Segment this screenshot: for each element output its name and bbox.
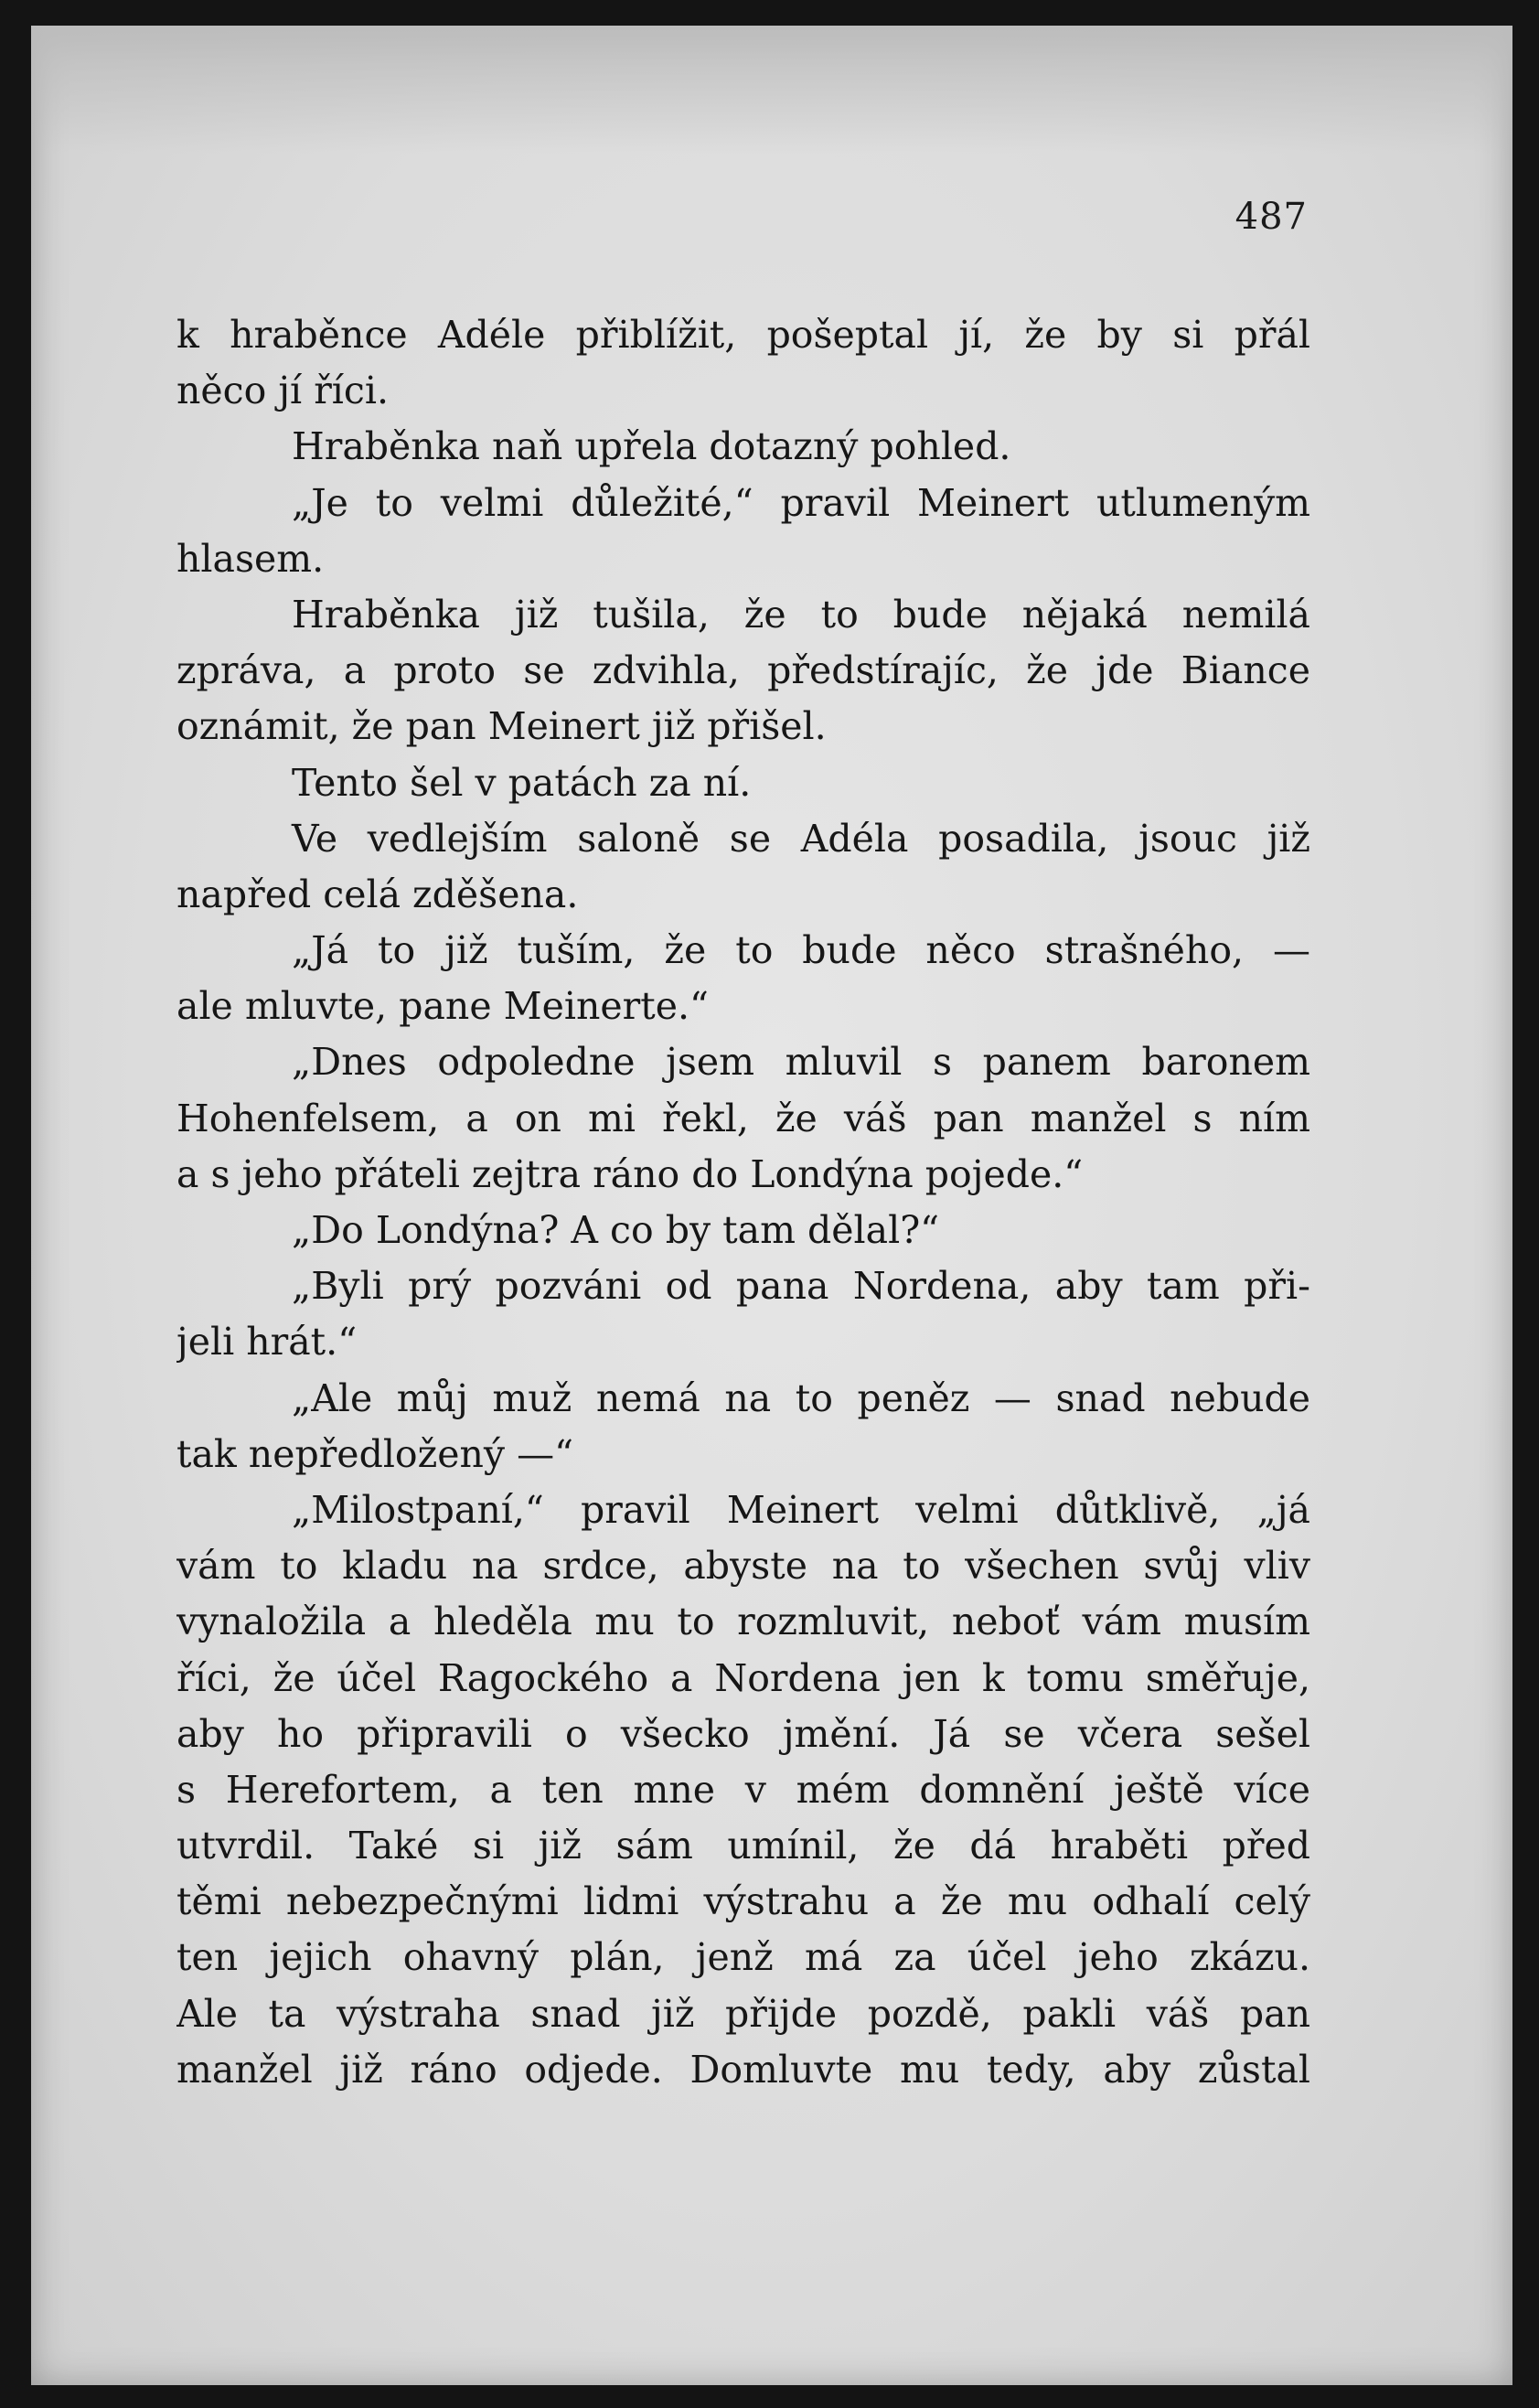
text-line: Ale ta výstraha snad již přijde pozdě, pakli váš pan xyxy=(176,1991,1310,2036)
text-line: Hohenfelsem, a on mi řekl, že váš pan manžel s ním xyxy=(176,1096,1310,1140)
body-text xyxy=(176,307,1310,2098)
text-line: ten jejich ohavný plán, jenž má za účel jeho zkázu. xyxy=(176,1935,1310,1980)
text-line: těmi nebezpečnými lidmi výstrahu a že mu odhalí celý xyxy=(176,1879,1310,1924)
text-line: manžel již ráno odjede. Domluvte mu tedy, aby zůstal xyxy=(176,2047,1310,2092)
text-line: „Je to velmi důležité,“ pravil Meinert utlumeným xyxy=(292,480,1310,525)
text-line: „Byli prý pozváni od pana Nordena, aby tam při- xyxy=(292,1264,1310,1309)
text-line: Hraběnka již tušila, že to bude nějaká nemilá xyxy=(292,592,1310,637)
text-line: Ve vedlejším saloně se Adéla posadila, jsouc již xyxy=(292,816,1310,861)
text-line: „Já to již tuším, že to bude něco strašného, — xyxy=(292,928,1310,973)
text-line: Tento šel v patách za ní. xyxy=(292,760,752,805)
text-line: jeli hrát.“ xyxy=(176,1320,358,1365)
text-line: Hraběnka naň upřela dotazný pohled. xyxy=(292,424,1011,469)
text-line: „Milostpaní,“ pravil Meinert velmi důtklivě, „já xyxy=(292,1487,1310,1532)
text-line: něco jí říci. xyxy=(176,369,390,413)
text-line: napřed celá zděšena. xyxy=(176,872,579,916)
text-line: „Ale můj muž nemá na to peněz — snad nebude xyxy=(292,1375,1310,1420)
text-line: „Do Londýna? A co by tam dělal?“ xyxy=(292,1208,940,1252)
text-line: tak nepředložený —“ xyxy=(176,1431,574,1476)
text-line: vám to kladu na srdce, abyste na to všechen svůj vliv xyxy=(176,1544,1310,1589)
page-number: 487 xyxy=(1234,196,1308,238)
text-line: vynaložila a hleděla mu to rozmluvit, neboť vám musím xyxy=(176,1600,1310,1644)
text-line: zpráva, a proto se zdvihla, předstírajíc, že jde Biance xyxy=(176,648,1310,693)
text-line: utvrdil. Také si již sám umínil, že dá hraběti před xyxy=(176,1824,1310,1868)
text-line: s Herefortem, a ten mne v mém domnění ještě více xyxy=(176,1767,1310,1812)
text-line: ale mluvte, pane Meinerte.“ xyxy=(176,984,709,1029)
text-line: aby ho připravili o všecko jmění. Já se včera sešel xyxy=(176,1711,1310,1756)
text-line: hlasem. xyxy=(176,536,325,581)
text-line: „Dnes odpoledne jsem mluvil s panem baronem xyxy=(292,1040,1310,1085)
text-line: oznámit, že pan Meinert již přišel. xyxy=(176,704,827,749)
text-line: a s jeho přáteli zejtra ráno do Londýna pojede.“ xyxy=(176,1151,1084,1196)
text-line: k hraběnce Adéle přiblížit, pošeptal jí, že by si přál xyxy=(176,313,1310,357)
text-line: říci, že účel Ragockého a Nordena jen k tomu směřuje, xyxy=(176,1655,1310,1700)
